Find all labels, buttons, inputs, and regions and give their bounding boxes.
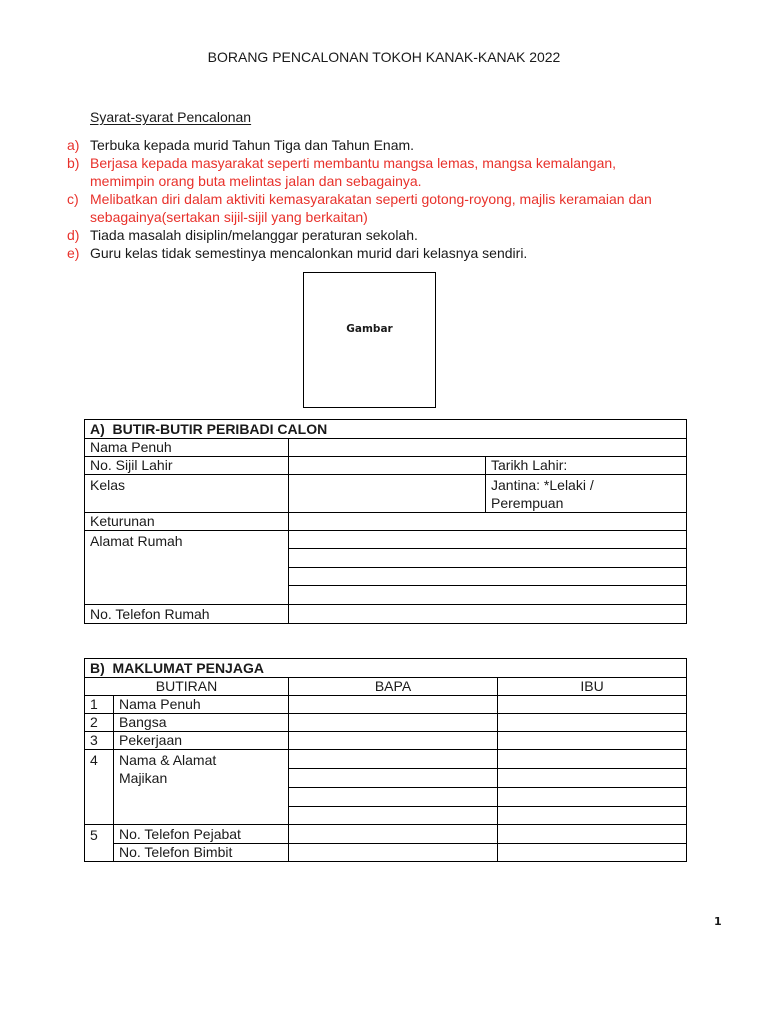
mother-value-cell: [498, 844, 687, 862]
home-address-line: [289, 531, 687, 549]
requirement-text: Guru kelas tidak semestinya mencalonkan murid dari kelasnya sendiri.: [90, 245, 528, 261]
row-label: No. Telefon Bimbit: [114, 844, 289, 862]
requirement-marker: a): [67, 137, 80, 153]
father-value-cell: [289, 844, 498, 862]
requirement-marker: e): [67, 245, 80, 261]
mother-value-cell: [498, 769, 687, 788]
row-number: 2: [85, 714, 114, 732]
requirement-marker: c): [67, 191, 79, 207]
mother-value-cell: [498, 732, 687, 750]
birth-date-cell: Tarikh Lahir:: [486, 457, 687, 475]
row-label: Pekerjaan: [114, 732, 289, 750]
row-number: 4: [85, 750, 114, 825]
requirements-heading: Syarat-syarat Pencalonan: [90, 109, 252, 125]
row-number: 3: [85, 732, 114, 750]
form-title: BORANG PENCALONAN TOKOH KANAK-KANAK 2022: [207, 49, 561, 65]
requirement-item-c: [67, 190, 727, 226]
photo-box: [303, 272, 436, 408]
row-number: 1: [85, 696, 114, 714]
row-label: Bangsa: [114, 714, 289, 732]
gender-cell: Jantina: *Lelaki / Perempuan: [486, 475, 687, 513]
requirement-text: Tiada masalah disiplin/melanggar peraturan sekolah.: [90, 227, 418, 243]
section-b-table: [84, 658, 687, 862]
birth-cert-value-cell: [289, 457, 486, 475]
row-label: Nama & Alamat Majikan: [114, 750, 289, 825]
mother-value-cell: [498, 825, 687, 844]
requirement-item-b: [67, 154, 727, 190]
home-phone-value-cell: [289, 605, 687, 624]
section-b-title: B) MAKLUMAT PENJAGA: [85, 659, 687, 678]
father-value-cell: [289, 714, 498, 732]
father-value-cell: [289, 788, 498, 807]
ethnicity-label: Keturunan: [85, 513, 289, 531]
photo-box-label: Gambar: [346, 323, 393, 335]
requirement-text: Terbuka kepada murid Tahun Tiga dan Tahun Enam.: [90, 137, 415, 153]
page-number: 1: [714, 915, 722, 928]
father-value-cell: [289, 732, 498, 750]
birth-cert-label: No. Sijil Lahir: [85, 457, 289, 475]
father-value-cell: [289, 696, 498, 714]
requirements-list: [67, 136, 727, 262]
mother-column-header: IBU: [498, 678, 687, 696]
mother-value-cell: [498, 807, 687, 825]
full-name-value-cell: [289, 439, 687, 457]
requirement-text: Berjasa kepada masyarakat seperti membantu mangsa lemas, mangsa kemalangan, memimpin orang buta melintas jalan dan sebagainya.: [90, 155, 617, 189]
full-name-label: Nama Penuh: [85, 439, 289, 457]
ethnicity-value-cell: [289, 513, 687, 531]
requirement-text: Melibatkan diri dalam aktiviti kemasyarakatan seperti gotong-royong, majlis keramaian dan sebagainya(sertakan sijil-sijil yang berkaitan): [90, 191, 652, 225]
requirement-marker: b): [67, 155, 80, 171]
father-column-header: BAPA: [289, 678, 498, 696]
section-a-title: A) BUTIR-BUTIR PERIBADI CALON: [85, 420, 687, 439]
row-label: No. Telefon Pejabat: [114, 825, 289, 844]
details-column-header: BUTIRAN: [85, 678, 289, 696]
mother-value-cell: [498, 714, 687, 732]
home-address-line: [289, 549, 687, 568]
home-address-line: [289, 586, 687, 605]
mother-value-cell: [498, 788, 687, 807]
row-number: 5: [85, 825, 114, 862]
father-value-cell: [289, 807, 498, 825]
home-phone-label: No. Telefon Rumah: [85, 605, 289, 624]
class-value-cell: [289, 475, 486, 513]
home-address-label: Alamat Rumah: [85, 531, 289, 605]
requirement-item-d: [67, 226, 727, 244]
section-a-table: [84, 419, 687, 624]
mother-value-cell: [498, 750, 687, 769]
row-label: Nama Penuh: [114, 696, 289, 714]
requirement-marker: d): [67, 227, 80, 243]
father-value-cell: [289, 750, 498, 769]
requirement-item-e: [67, 244, 727, 262]
mother-value-cell: [498, 696, 687, 714]
home-address-line: [289, 568, 687, 586]
father-value-cell: [289, 769, 498, 788]
class-label: Kelas: [85, 475, 289, 513]
requirement-item-a: [67, 136, 727, 154]
father-value-cell: [289, 825, 498, 844]
